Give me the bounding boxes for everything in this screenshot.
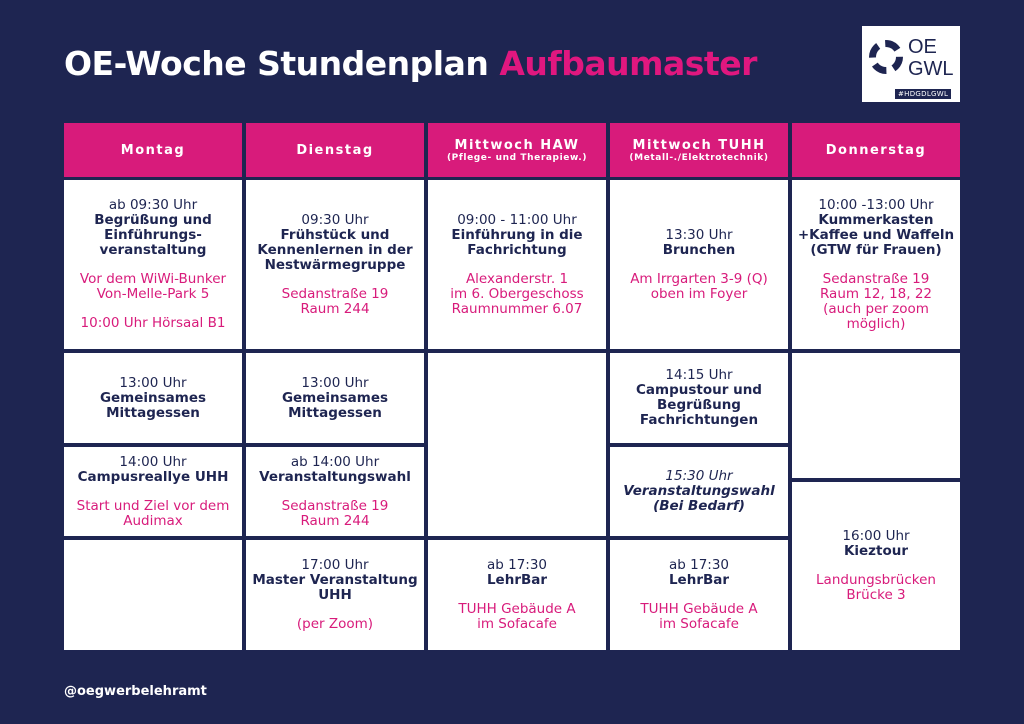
cell-montag-morning: ab 09:30 Uhr Begrüßung und Einführungs-veranstaltung Vor dem WiWi-Bunker Von-Melle-Park 5 10:00 Uhr Hörsaal B1: [64, 180, 242, 349]
cell-tuhh-veranstaltungswahl: 15:30 Uhr Veranstaltungswahl (Bei Bedarf): [610, 447, 788, 536]
title-accent: Aufbaumaster: [499, 44, 757, 83]
cell-montag-lunch: 13:00 Uhr Gemeinsames Mittagessen: [64, 353, 242, 443]
footer-handle: @oegwerbelehramt: [64, 684, 207, 699]
cell-haw-morning: 09:00 - 11:00 Uhr Einführung in die Fachrichtung Alexanderstr. 1 im 6. Obergeschoss Raumnummer 6.07: [428, 180, 606, 349]
logo-ring-icon: [869, 40, 903, 74]
header-donnerstag: Donnerstag: [792, 123, 960, 177]
logo-text: OE GWL: [908, 36, 954, 80]
cell-dienstag-morning: 09:30 Uhr Frühstück und Kennenlernen in der Nestwärmegruppe Sedanstraße 19 Raum 244: [246, 180, 424, 349]
cell-donnerstag-morning: 10:00 -13:00 Uhr Kummerkasten +Kaffee und Waffeln (GTW für Frauen) Sedanstraße 19 Raum 12, 18, 22 (auch per zoom möglich): [792, 180, 960, 349]
title-main: OE-Woche Stundenplan: [64, 44, 489, 83]
cell-haw-evening: ab 17:30 LehrBar TUHH Gebäude A im Sofacafe: [428, 540, 606, 650]
page-title: [64, 44, 757, 83]
cell-tuhh-campustour: 14:15 Uhr Campustour und Begrüßung Fachrichtungen: [610, 353, 788, 443]
cell-donnerstag-midday: [792, 353, 960, 478]
cell-dienstag-lunch: 13:00 Uhr Gemeinsames Mittagessen: [246, 353, 424, 443]
logo-hashtag: #HDGDLGWL: [895, 89, 951, 99]
header-dienstag: Dienstag: [246, 123, 424, 177]
cell-tuhh-morning: 13:30 Uhr Brunchen Am Irrgarten 3-9 (Q) oben im Foyer: [610, 180, 788, 349]
header-mittwoch-haw: Mittwoch HAW (Pflege- und Therapiew.): [428, 123, 606, 177]
cell-montag-afternoon: 14:00 Uhr Campusreallye UHH Start und Ziel vor dem Audimax: [64, 447, 242, 536]
cell-montag-evening: [64, 540, 242, 650]
oe-gwl-logo: [862, 26, 960, 102]
header-mittwoch-tuhh: Mittwoch TUHH (Metall-./Elektrotechnik): [610, 123, 788, 177]
cell-donnerstag-afternoon: 16:00 Uhr Kieztour Landungsbrücken Brücke 3: [792, 482, 960, 650]
header-montag: Montag: [64, 123, 242, 177]
cell-haw-afternoon: [428, 353, 606, 536]
cell-tuhh-evening: ab 17:30 LehrBar TUHH Gebäude A im Sofacafe: [610, 540, 788, 650]
cell-dienstag-evening: 17:00 Uhr Master Veranstaltung UHH (per Zoom): [246, 540, 424, 650]
cell-dienstag-afternoon: ab 14:00 Uhr Veranstaltungswahl Sedanstraße 19 Raum 244: [246, 447, 424, 536]
